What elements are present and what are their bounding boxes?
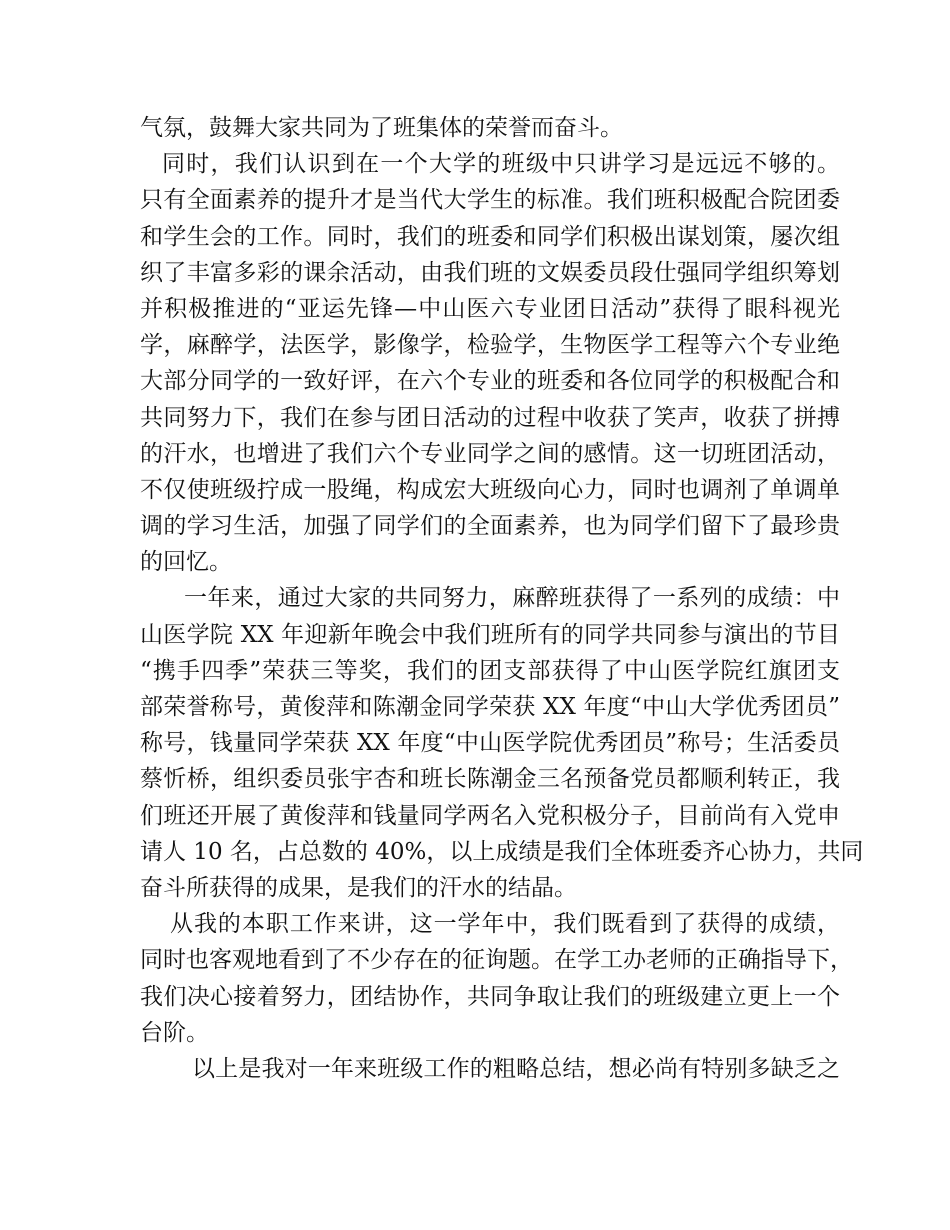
text-line: “携手四季”荣获三等奖，我们的团支部获得了中山医学院红旗团支 (140, 657, 840, 684)
text-line: 调的学习生活，加强了同学们的全面素养，也为同学们留下了最珍贵 (140, 513, 840, 540)
text-line: 们班还开展了黄俊萍和钱量同学两名入党积极分子，目前尚有入党申 (140, 802, 840, 829)
text-line: 蔡忻桥，组织委员张宇杏和班长陈潮金三名预备党员都顺利转正，我 (140, 766, 840, 793)
text-line: 称号，钱量同学荣获 XX 年度“中山医学院优秀团员”称号；生活委员 (140, 730, 840, 757)
text-line: 请人 10 名，占总数的 40%，以上成绩是我们全体班委齐心协力，共同 (140, 838, 864, 865)
text-line: 的回忆。 (140, 549, 232, 576)
text-line: 奋斗所获得的成果，是我们的汗水的结晶。 (140, 874, 577, 901)
text-line: 和学生会的工作。同时，我们的班委和同学们积极出谋划策，屡次组 (140, 223, 840, 250)
text-line: 学，麻醉学，法医学，影像学，检验学，生物医学工程等六个专业绝 (140, 332, 840, 359)
text-line: 部荣誉称号，黄俊萍和陈潮金同学荣获 XX 年度“中山大学优秀团员” (140, 694, 840, 720)
text-line: 以上是我对一年来班级工作的粗略总结，想必尚有特别多缺乏之 (192, 1055, 840, 1082)
text-line: 台阶。 (140, 1019, 209, 1046)
document-body (140, 110, 864, 1087)
text-line: 不仅使班级拧成一股绳，构成宏大班级向心力，同时也调剂了单调单 (140, 476, 840, 503)
text-line: 只有全面素养的提升才是当代大学生的标准。我们班积极配合院团委 (140, 187, 840, 214)
text-line: 我们决心接着努力，团结协作，共同争取让我们的班级建立更上一个 (140, 983, 840, 1010)
text-line: 并积极推进的“亚运先锋—中山医六专业团日活动”获得了眼科视光 (140, 295, 840, 322)
text-line: 同时，我们认识到在一个大学的班级中只讲学习是远远不够的。 (162, 151, 840, 178)
text-line: 的汗水，也增进了我们六个专业同学之间的感情。这一切班团活动， (140, 440, 840, 467)
text-line: 从我的本职工作来讲，这一学年中，我们既看到了获得的成绩， (170, 911, 840, 938)
text-line: 一年来，通过大家的共同努力，麻醉班获得了一系列的成绩：中 (184, 585, 840, 612)
text-line: 大部分同学的一致好评，在六个专业的班委和各位同学的积极配合和 (140, 368, 840, 395)
text-line: 山医学院 XX 年迎新年晚会中我们班所有的同学共同参与演出的节目 (140, 621, 840, 648)
text-line: 气氛，鼓舞大家共同为了班集体的荣誉而奋斗。 (140, 115, 623, 141)
text-line: 共同努力下，我们在参与团日活动的过程中收获了笑声，收获了拼搏 (140, 404, 840, 431)
text-line: 织了丰富多彩的课余活动，由我们班的文娱委员段仕强同学组织筹划 (140, 259, 840, 286)
text-line: 同时也客观地看到了不少存在的征询题。在学工办老师的正确指导下， (140, 947, 853, 974)
